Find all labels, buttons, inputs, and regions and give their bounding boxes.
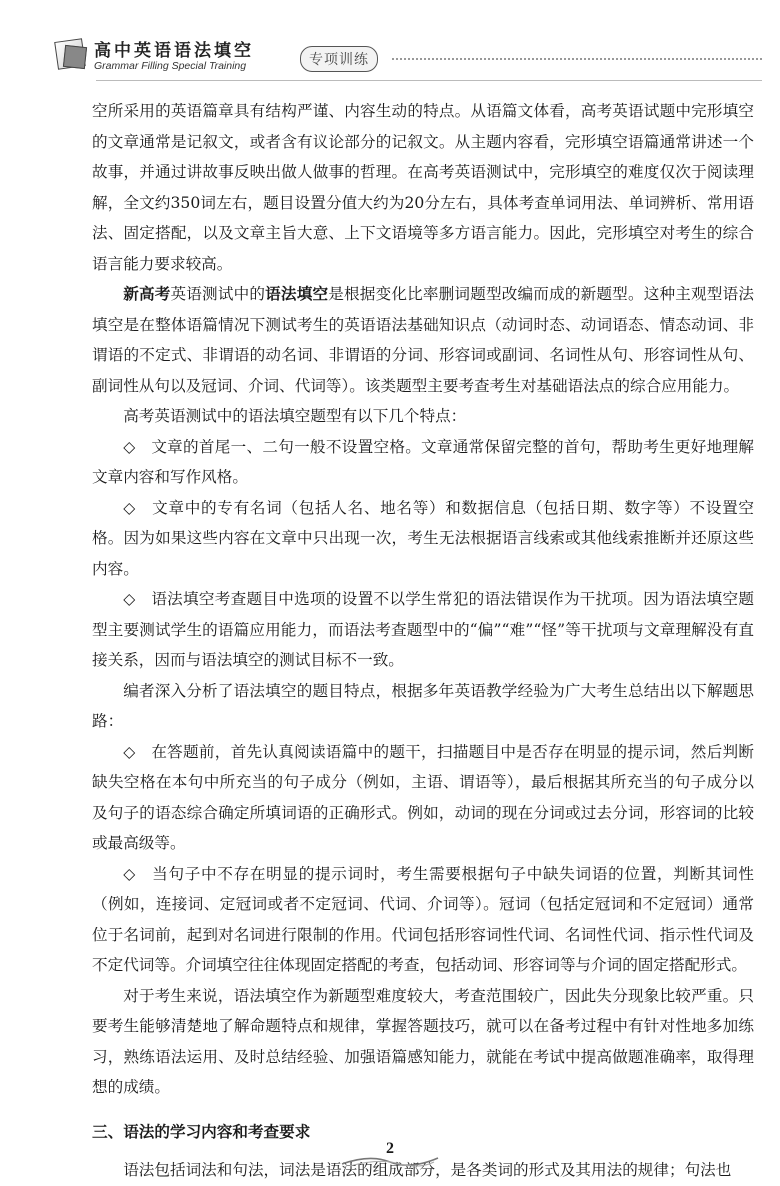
text-span: 英语测试中的: [170, 285, 266, 303]
header-rule: [96, 80, 762, 81]
header-badge: 专项训练: [300, 46, 378, 72]
bullet-item: ◇ 当句子中不存在明显的提示词时，考生需要根据句子中缺失词语的位置，判断其词性（例如，连接词、定冠词或者不定冠词、代词、介词等）。冠词（包括定冠词和不定冠词）通常位于名词前，起到对名词进行限制的作用。代词包括形容词性代词、名词性代词、指示性代词及不定代词等。介词填空往往体现固定搭配的考查，包括动词、形容词等与介词的固定搭配形式。: [92, 864, 754, 974]
paragraph: 语法包括词法和句法，词法是语法的组成部分，是各类词的形式及其用法的规律；句法也: [123, 1161, 732, 1179]
paragraph-bold-intro: [92, 279, 754, 401]
bullet-item: ◇ 语法填空考查题目中选项的设置不以学生常犯的语法错误作为干扰项。因为语法填空题型主要测试学生的语篇应用能力，而语法考查题型中的“偏”“难”“怪”等干扰项与文章理解没有直接关系，因而与语法填空的测试目标不一致。: [92, 590, 754, 669]
page-header: [56, 36, 756, 86]
bullet-item: ◇ 在答题前，首先认真阅读语篇中的题干，扫描题目中是否存在明显的提示词，然后判断缺失空格在本句中所充当的句子成分（例如，主语、谓语等），最后根据其所充当的句子成分以及句子的语态综合确定所填词语的正确形式。例如，动词的现在分词或过去分词，形容词的比较或最高级等。: [92, 742, 754, 852]
page-footer: [340, 1138, 440, 1168]
header-dotted-line: [392, 58, 762, 60]
text-span: 是根据变化比率删词题型改编而成的新题型。这种主观型语法填空是在整体语篇情况下测试考生的英语语法基础知识点（动词时态、动词语态、情态动词、非谓语的不定式、非谓语的动名词、非谓语的分词、形容词或副词、名词性从句、形容词性从句、副词性从句以及冠词、介词、代词等）。该类题型主要考查考生对基础语法点的综合应用能力。: [92, 285, 754, 395]
bullet-item: ◇ 文章中的专有名词（包括人名、地名等）和数据信息（包括日期、数字等）不设置空格。因为如果这些内容在文章中只出现一次，考生无法根据语言线索或其他线索推断并还原这些内容。: [92, 498, 754, 578]
paragraph: 编者深入分析了语法填空的题目特点，根据多年英语教学经验为广大考生总结出以下解题思路：: [92, 681, 754, 730]
bullet-item: ◇ 文章的首尾一、二句一般不设置空格。文章通常保留完整的首句，帮助考生更好地理解文章内容和写作风格。: [92, 437, 754, 486]
book-logo-icon-inner: [63, 45, 87, 69]
paragraph: 高考英语测试中的语法填空题型有以下几个特点：: [123, 407, 467, 425]
page-body: [92, 96, 754, 1186]
paragraph: 对于考生来说，语法填空作为新题型难度较大，考查范围较广，因此失分现象比较严重。只要考生能够清楚地了解命题特点和规律，掌握答题技巧，就可以在备考过程中有针对性地多加练习，熟练语法运用、及时总结经验、加强语篇感知能力，就能在考试中提高做题准确率，取得理想的成绩。: [92, 986, 754, 1096]
header-subtitle: Grammar Filling Special Training: [94, 60, 247, 72]
section-heading: 三、语法的学习内容和考查要求: [92, 1122, 311, 1141]
bold-term: 新高考: [123, 285, 171, 303]
bold-term: 语法填空: [265, 285, 329, 303]
header-title: 高中英语语法填空: [94, 41, 254, 61]
paragraph: 空所采用的英语篇章具有结构严谨、内容生动的特点。从语篇文体看，高考英语试题中完形填空的文章通常是记叙文，或者含有议论部分的记叙文。从主题内容看，完形填空语篇通常讲述一个故事，并通过讲故事反映出做人做事的哲理。在高考英语测试中，完形填空的难度仅次于阅读理解，全文约350词左右，题目设置分值大约为20分左右，具体考查单词用法、单词辨析、常用语法、固定搭配，以及文章主旨大意、上下文语境等多方语言能力。因此，完形填空对考生的综合语言能力要求较高。: [92, 102, 754, 273]
page-number: 2: [386, 1140, 394, 1157]
